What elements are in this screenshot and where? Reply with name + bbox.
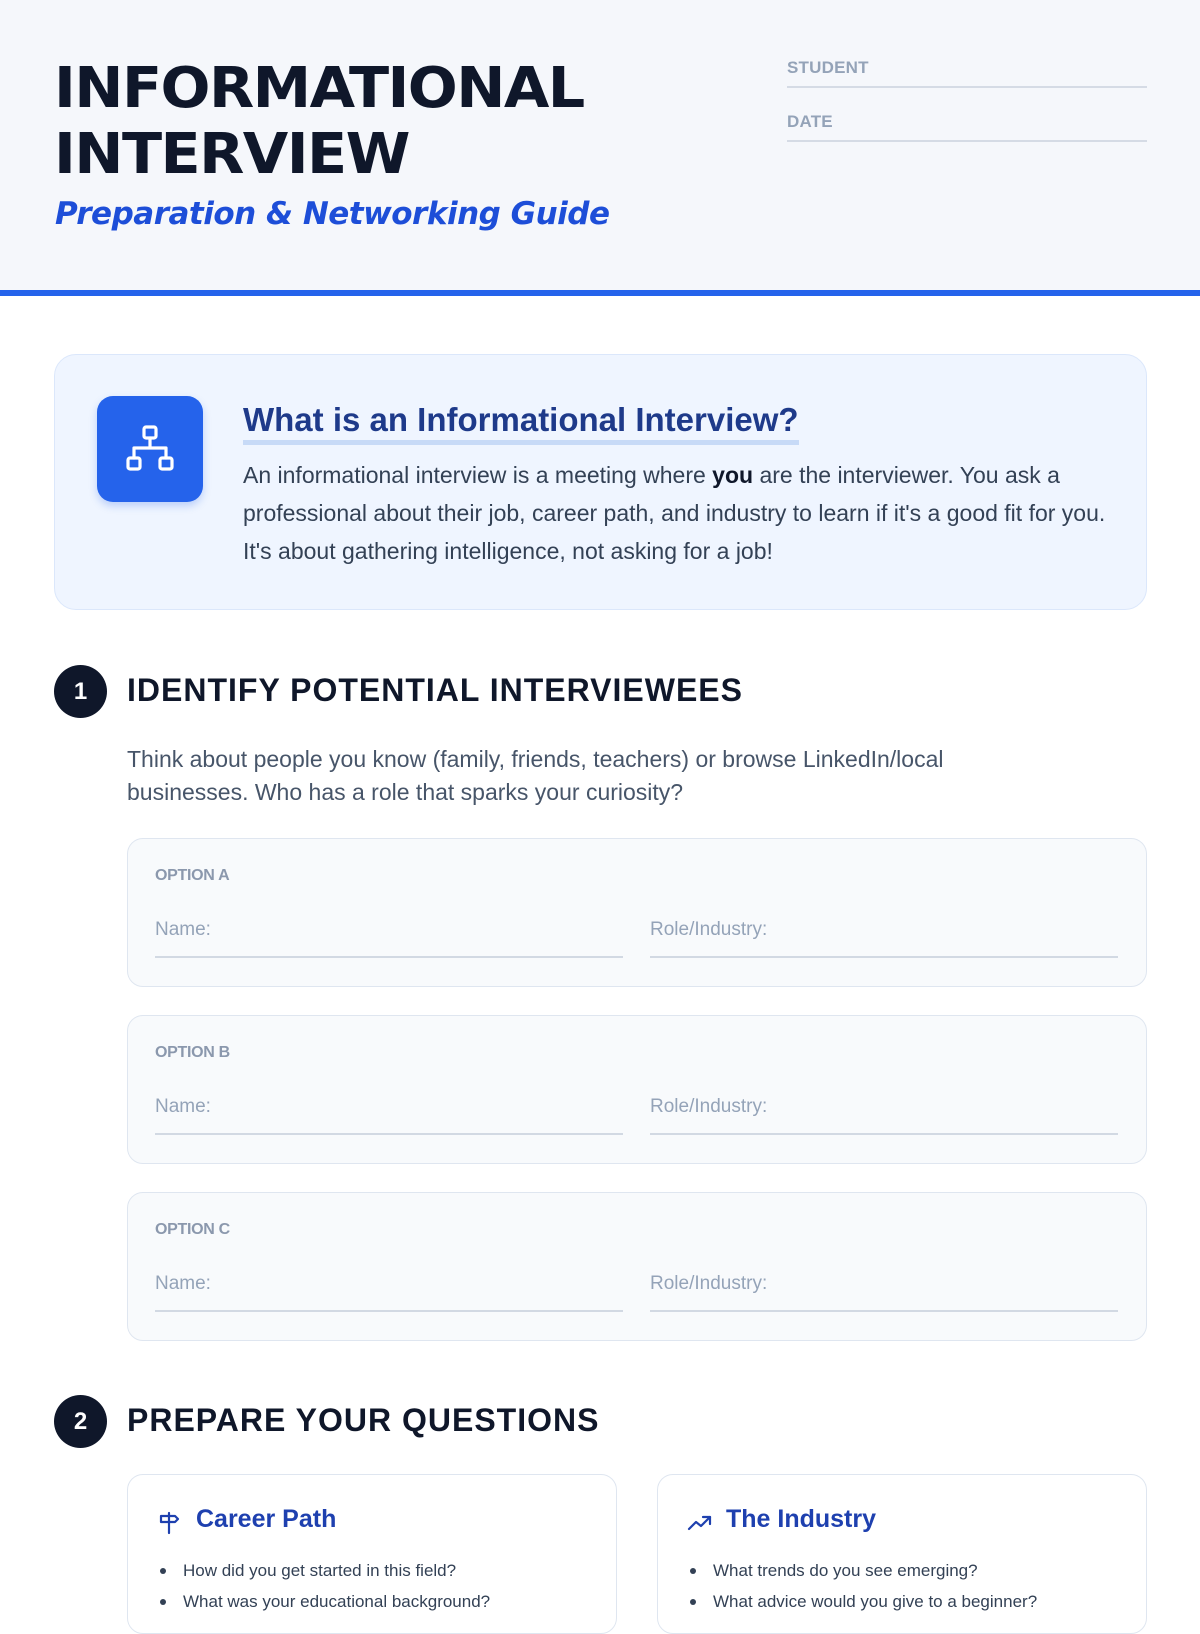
role-industry-label: Role/Industry: — [650, 919, 768, 940]
intro-text-emphasis: you — [712, 462, 754, 488]
card-title: Career Path — [196, 1505, 337, 1533]
question-card-industry — [657, 1474, 1147, 1634]
list-item: How did you get started in this field? — [183, 1555, 603, 1586]
option-label: OPTION C — [155, 1221, 230, 1238]
student-label: STUDENT — [787, 58, 869, 77]
name-label: Name: — [155, 1096, 211, 1117]
question-list — [713, 1555, 1133, 1617]
option-card-b — [127, 1015, 1147, 1164]
list-item: What trends do you see emerging? — [713, 1555, 1133, 1586]
intro-text-start: An informational interview is a meeting where — [243, 462, 713, 488]
signpost-icon — [157, 1511, 181, 1535]
title-line-2: INTERVIEW — [54, 122, 409, 187]
role-industry-label: Role/Industry: — [650, 1096, 768, 1117]
section-1-description: Think about people you know (family, friends, teachers) or browse LinkedIn/local businesses. Who has a role that sparks your curiosity? — [127, 746, 944, 805]
option-label: OPTION A — [155, 867, 230, 884]
date-field[interactable] — [787, 108, 1147, 142]
role-industry-field[interactable] — [650, 1092, 1118, 1135]
intro-text-end: are the interviewer. You ask a professional about their job, career path, and industry to learn if it's a good fit for you. It's about gathering intelligence, not asking for a job! — [243, 462, 1106, 564]
role-industry-field[interactable] — [650, 915, 1118, 958]
name-label: Name: — [155, 919, 211, 940]
date-label: DATE — [787, 112, 833, 131]
intro-title: What is an Informational Interview? — [243, 401, 799, 445]
title-line-1: INFORMATIONAL — [54, 56, 584, 121]
card-title: The Industry — [726, 1505, 877, 1533]
student-field[interactable] — [787, 54, 1147, 88]
section-1-title: IDENTIFY POTENTIAL INTERVIEWEES — [127, 672, 743, 708]
list-item: What was your educational background? — [183, 1586, 603, 1617]
page-subtitle: Preparation & Networking Guide — [55, 196, 610, 232]
sitemap-icon — [97, 396, 203, 502]
step-1-badge: 1 — [54, 665, 107, 718]
option-card-c — [127, 1192, 1147, 1341]
role-industry-label: Role/Industry: — [650, 1273, 768, 1294]
role-industry-field[interactable] — [650, 1269, 1118, 1312]
question-card-career-path — [127, 1474, 617, 1634]
list-item: What advice would you give to a beginner? — [713, 1586, 1133, 1617]
option-label: OPTION B — [155, 1044, 230, 1061]
name-label: Name: — [155, 1273, 211, 1294]
intro-card — [54, 354, 1147, 610]
name-field[interactable] — [155, 1269, 623, 1312]
intro-text — [243, 456, 1113, 570]
question-list — [183, 1555, 603, 1617]
step-2-badge: 2 — [54, 1395, 107, 1448]
section-2-title: PREPARE YOUR QUESTIONS — [127, 1402, 600, 1438]
name-field[interactable] — [155, 1092, 623, 1135]
page-title — [54, 56, 584, 188]
name-field[interactable] — [155, 915, 623, 958]
option-card-a — [127, 838, 1147, 987]
page-header — [0, 0, 1200, 296]
trending-up-icon — [687, 1511, 713, 1535]
